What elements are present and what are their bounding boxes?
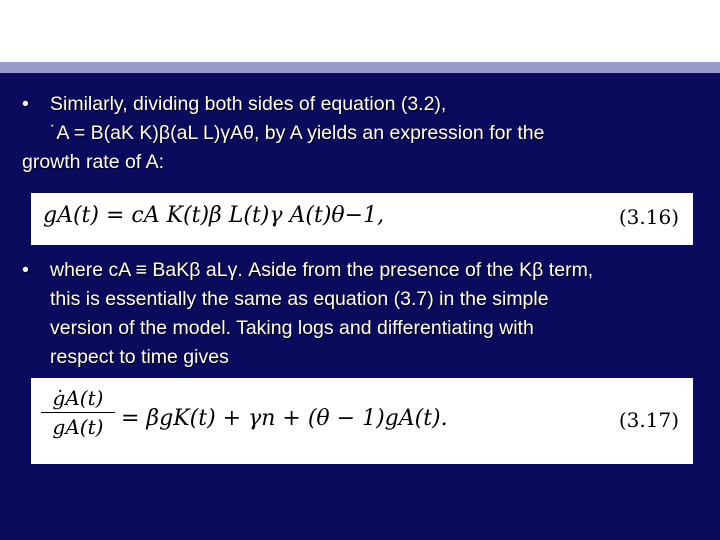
bullet-1-line-2-post: by A yields an expression for the xyxy=(259,122,545,144)
bullet-1-line-2 xyxy=(22,119,712,148)
growth-rate-fraction xyxy=(41,386,115,439)
bullet-1-line-2-pre: ˙A = B( xyxy=(50,122,111,144)
equation-3-16-number: (3.16) xyxy=(618,205,679,229)
fraction-denominator: gA(t) xyxy=(52,415,104,439)
fraction-numerator: ġA(t) xyxy=(52,386,104,410)
bullet-dot: • xyxy=(22,259,29,281)
fraction-bar xyxy=(41,412,115,413)
bullet-2-line-4: respect to time gives xyxy=(50,346,229,368)
equation-3-17-rhs: = βgK(t) + γn + (θ − 1)gA(t). xyxy=(121,406,448,431)
bullet-1-line-3: growth rate of A: xyxy=(22,151,164,173)
header-rule xyxy=(0,62,720,73)
slide-header-area xyxy=(0,0,720,62)
bullet-2-line-2: this is essentially the same as equation (3.7) in the simple xyxy=(50,288,549,310)
equation-3-16: gA(t) = cA K(t)β L(t)γ A(t)θ−1, xyxy=(43,203,385,228)
bullet-dot: • xyxy=(22,93,29,115)
bullet-2 xyxy=(22,256,712,372)
bullet-1-line-1: Similarly, dividing both sides of equation (3.2), xyxy=(50,93,447,115)
bullet-1 xyxy=(22,90,712,177)
bullet-2-line-1: where cA ≡ BaKβ aLγ. Aside from the presence of the Kβ term, xyxy=(50,259,594,281)
equation-3-17-box xyxy=(31,378,693,464)
bullet-2-line-3: version of the model. Taking logs and differentiating with xyxy=(50,317,534,339)
equation-3-17-number: (3.17) xyxy=(618,408,679,432)
bullet-1-line-2-math: aK K)β(aL L)γAθ, xyxy=(110,122,260,144)
equation-3-16-box xyxy=(31,193,693,245)
